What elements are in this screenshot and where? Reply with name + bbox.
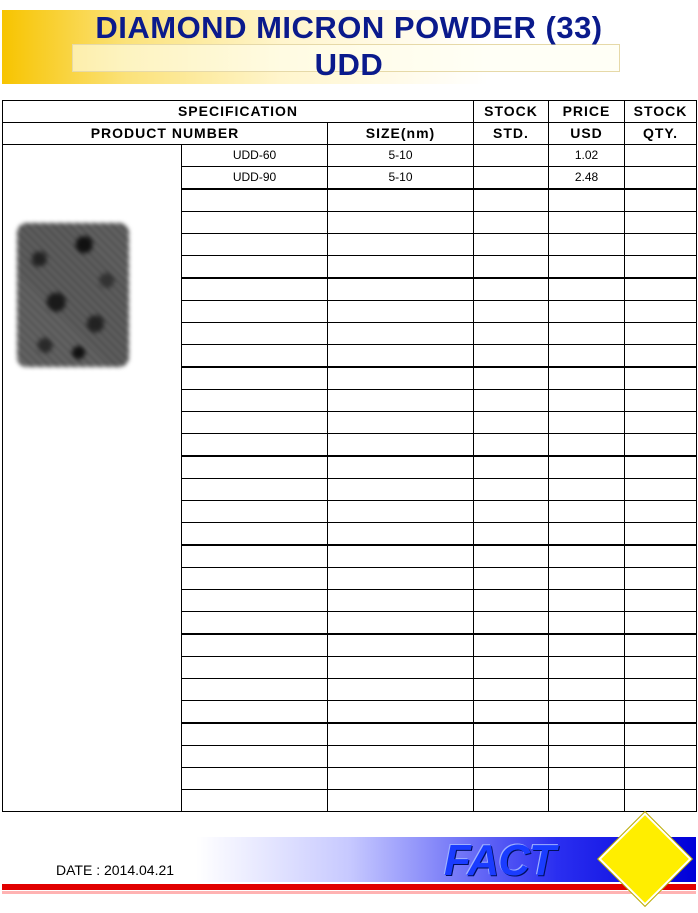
size-cell: [328, 590, 474, 612]
size-cell: [328, 345, 474, 368]
size-cell: [328, 657, 474, 679]
stock-qty-cell: [625, 256, 697, 279]
stock-std-cell: [474, 367, 549, 390]
stock-qty-cell: [625, 545, 697, 568]
table-row: [3, 145, 697, 167]
size-cell: [328, 456, 474, 479]
header-specification: SPECIFICATION: [3, 101, 474, 123]
page-subtitle: UDD: [314, 47, 384, 82]
price-cell: [549, 568, 625, 590]
size-cell: [328, 234, 474, 256]
stock-qty-cell: [625, 345, 697, 368]
stock-std-cell: [474, 456, 549, 479]
price-cell: [549, 723, 625, 746]
stock-std-cell: [474, 768, 549, 790]
stock-std-cell: [474, 323, 549, 345]
price-cell: [549, 746, 625, 768]
stock-std-cell: [474, 301, 549, 323]
size-cell: [328, 189, 474, 212]
product-number-cell: [182, 790, 328, 812]
product-number-cell: [182, 545, 328, 568]
price-cell: [549, 545, 625, 568]
price-cell: [549, 701, 625, 724]
size-cell: [328, 412, 474, 434]
price-cell: [549, 768, 625, 790]
product-number-cell: [182, 612, 328, 635]
stock-std-cell: [474, 434, 549, 457]
stock-qty-cell: [625, 723, 697, 746]
size-cell: [328, 212, 474, 234]
price-cell: [549, 189, 625, 212]
product-number-cell: [182, 501, 328, 523]
product-number-cell: [182, 345, 328, 368]
size-cell: [328, 679, 474, 701]
stock-qty-cell: [625, 145, 697, 167]
size-cell: [328, 390, 474, 412]
header-stock-qty-top: STOCK: [625, 101, 697, 123]
price-cell: [549, 612, 625, 635]
product-number-cell: UDD-60: [182, 145, 328, 167]
price-cell: [549, 367, 625, 390]
price-cell: [549, 479, 625, 501]
stock-std-cell: [474, 345, 549, 368]
product-number-cell: [182, 412, 328, 434]
specification-table: [2, 100, 697, 812]
date-label: DATE : 2014.04.21: [56, 862, 175, 878]
header-stock-std-top: STOCK: [474, 101, 549, 123]
product-number-cell: [182, 768, 328, 790]
size-cell: [328, 768, 474, 790]
product-number-cell: [182, 479, 328, 501]
stock-qty-cell: [625, 790, 697, 812]
product-number-cell: [182, 434, 328, 457]
size-cell: [328, 723, 474, 746]
stock-std-cell: [474, 590, 549, 612]
stock-std-cell: [474, 545, 549, 568]
stock-std-cell: [474, 701, 549, 724]
stock-qty-cell: [625, 212, 697, 234]
price-cell: [549, 212, 625, 234]
stock-std-cell: [474, 390, 549, 412]
price-cell: [549, 634, 625, 657]
stock-std-cell: [474, 167, 549, 190]
price-cell: 2.48: [549, 167, 625, 190]
price-cell: [549, 657, 625, 679]
product-number-cell: [182, 679, 328, 701]
product-number-cell: [182, 323, 328, 345]
product-number-cell: [182, 568, 328, 590]
stock-qty-cell: [625, 367, 697, 390]
stock-std-cell: [474, 723, 549, 746]
stock-std-cell: [474, 479, 549, 501]
size-cell: [328, 301, 474, 323]
header-price-bottom: USD: [549, 123, 625, 145]
stock-std-cell: [474, 212, 549, 234]
stock-qty-cell: [625, 278, 697, 301]
price-cell: 1.02: [549, 145, 625, 167]
price-cell: [549, 790, 625, 812]
footer-red-line: [2, 884, 696, 890]
product-number-cell: [182, 456, 328, 479]
price-cell: [549, 234, 625, 256]
stock-std-cell: [474, 657, 549, 679]
stock-std-cell: [474, 679, 549, 701]
product-number-cell: [182, 746, 328, 768]
stock-std-cell: [474, 412, 549, 434]
price-cell: [549, 345, 625, 368]
stock-qty-cell: [625, 189, 697, 212]
product-number-cell: [182, 701, 328, 724]
price-cell: [549, 323, 625, 345]
product-number-cell: [182, 234, 328, 256]
product-number-cell: [182, 212, 328, 234]
size-cell: [328, 545, 474, 568]
header-price-top: PRICE: [549, 101, 625, 123]
stock-qty-cell: [625, 523, 697, 546]
size-cell: [328, 523, 474, 546]
stock-std-cell: [474, 189, 549, 212]
product-number-cell: [182, 523, 328, 546]
product-number-cell: [182, 390, 328, 412]
stock-std-cell: [474, 746, 549, 768]
price-cell: [549, 412, 625, 434]
price-cell: [549, 590, 625, 612]
header-stock-std-bottom: STD.: [474, 123, 549, 145]
header-stock-qty-bottom: QTY.: [625, 123, 697, 145]
size-cell: [328, 501, 474, 523]
header-size: SIZE(nm): [328, 123, 474, 145]
stock-std-cell: [474, 634, 549, 657]
stock-qty-cell: [625, 657, 697, 679]
stock-qty-cell: [625, 234, 697, 256]
product-number-cell: [182, 590, 328, 612]
product-number-cell: [182, 723, 328, 746]
product-number-cell: [182, 278, 328, 301]
stock-qty-cell: [625, 390, 697, 412]
stock-qty-cell: [625, 634, 697, 657]
price-cell: [549, 523, 625, 546]
size-cell: 5-10: [328, 145, 474, 167]
stock-qty-cell: [625, 434, 697, 457]
size-cell: [328, 746, 474, 768]
footer-red-shadow: [2, 891, 696, 894]
size-cell: [328, 568, 474, 590]
product-number-cell: UDD-90: [182, 167, 328, 190]
product-number-cell: [182, 634, 328, 657]
stock-std-cell: [474, 234, 549, 256]
stock-std-cell: [474, 145, 549, 167]
size-cell: [328, 434, 474, 457]
stock-std-cell: [474, 278, 549, 301]
stock-qty-cell: [625, 323, 697, 345]
stock-std-cell: [474, 256, 549, 279]
size-cell: 5-10: [328, 167, 474, 190]
diamond-powder-image: [17, 223, 129, 367]
size-cell: [328, 701, 474, 724]
stock-qty-cell: [625, 456, 697, 479]
stock-qty-cell: [625, 590, 697, 612]
size-cell: [328, 256, 474, 279]
product-number-cell: [182, 301, 328, 323]
stock-qty-cell: [625, 679, 697, 701]
stock-qty-cell: [625, 701, 697, 724]
price-cell: [549, 301, 625, 323]
size-cell: [328, 634, 474, 657]
stock-qty-cell: [625, 301, 697, 323]
header-product-number: PRODUCT NUMBER: [3, 123, 328, 145]
price-cell: [549, 679, 625, 701]
price-cell: [549, 256, 625, 279]
price-cell: [549, 501, 625, 523]
price-cell: [549, 278, 625, 301]
price-cell: [549, 456, 625, 479]
stock-qty-cell: [625, 568, 697, 590]
size-cell: [328, 790, 474, 812]
stock-std-cell: [474, 612, 549, 635]
stock-qty-cell: [625, 768, 697, 790]
size-cell: [328, 278, 474, 301]
price-cell: [549, 390, 625, 412]
product-number-cell: [182, 367, 328, 390]
size-cell: [328, 612, 474, 635]
product-number-cell: [182, 189, 328, 212]
product-image-cell: [3, 145, 182, 812]
stock-std-cell: [474, 501, 549, 523]
size-cell: [328, 323, 474, 345]
size-cell: [328, 367, 474, 390]
fact-logo: FACT: [444, 836, 555, 885]
stock-std-cell: [474, 790, 549, 812]
stock-qty-cell: [625, 501, 697, 523]
price-cell: [549, 434, 625, 457]
stock-qty-cell: [625, 167, 697, 190]
page-title: DIAMOND MICRON POWDER (33): [95, 10, 603, 45]
stock-qty-cell: [625, 612, 697, 635]
stock-std-cell: [474, 523, 549, 546]
product-number-cell: [182, 256, 328, 279]
stock-qty-cell: [625, 746, 697, 768]
stock-qty-cell: [625, 412, 697, 434]
size-cell: [328, 479, 474, 501]
stock-qty-cell: [625, 479, 697, 501]
stock-std-cell: [474, 568, 549, 590]
product-number-cell: [182, 657, 328, 679]
